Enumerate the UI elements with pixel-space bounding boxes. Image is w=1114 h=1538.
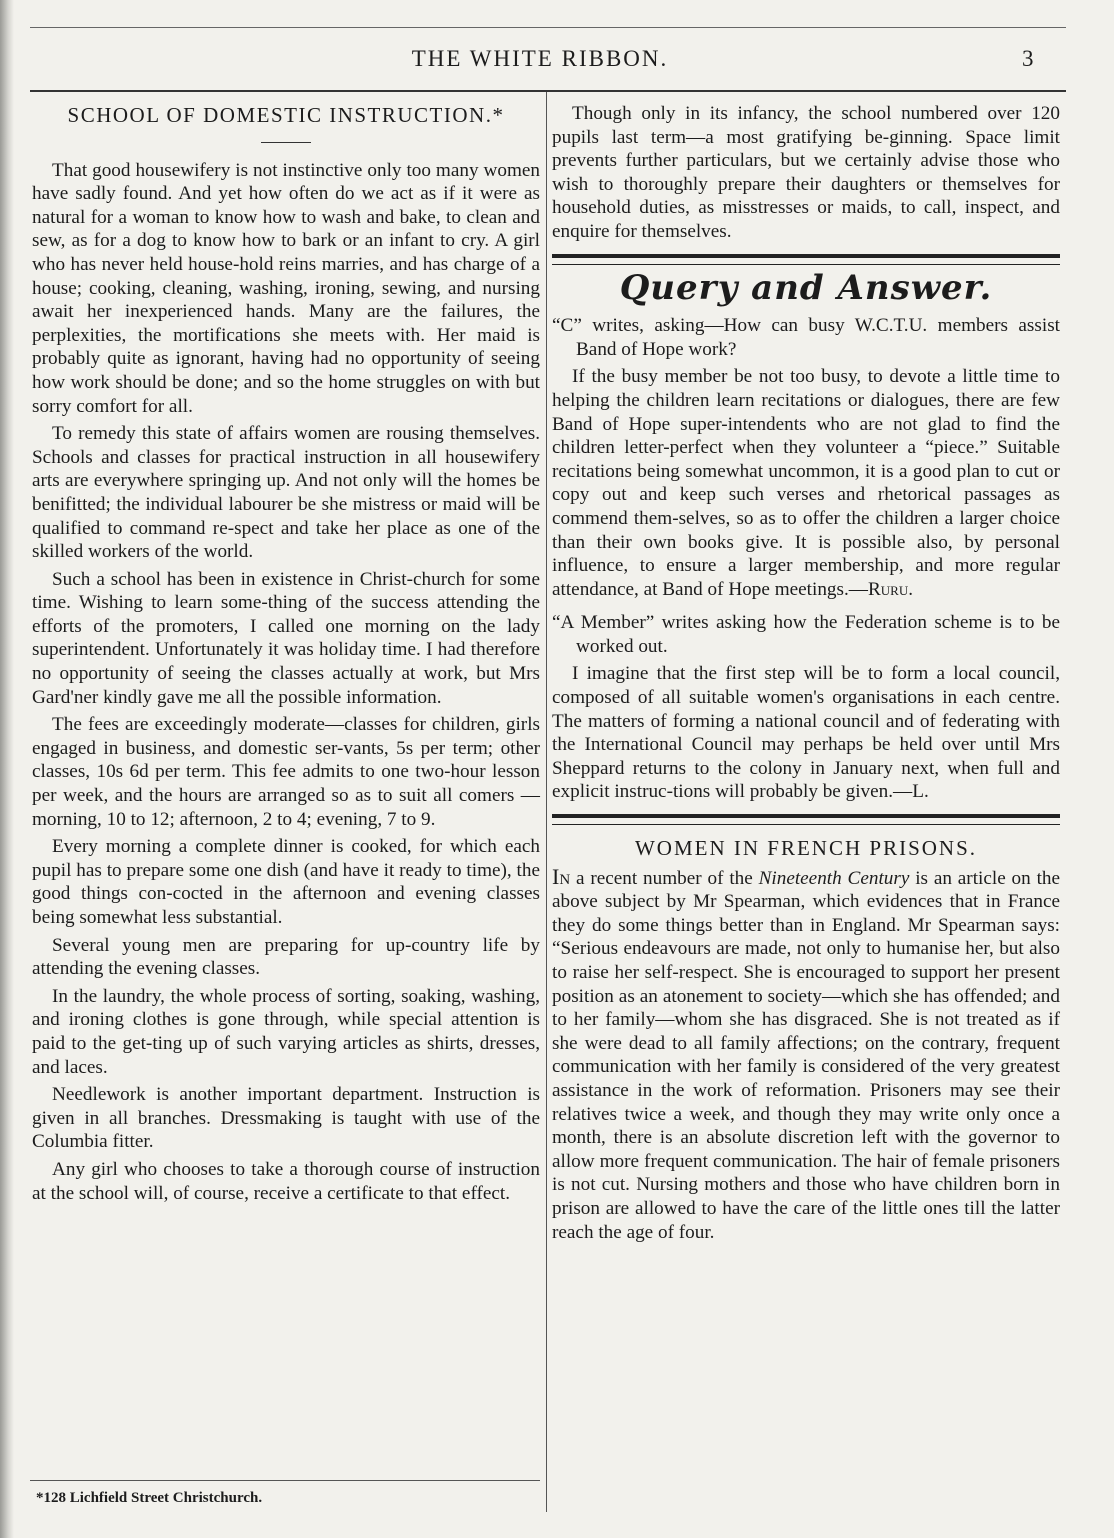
left-column (32, 96, 540, 1205)
footnote: *128 Lichfield Street Christchurch. (36, 1490, 263, 1506)
section-divider (552, 254, 1060, 265)
paragraph: Any girl who chooses to take a thorough course of instruction at the school will, of course, receive a certificate to that effect. (32, 1158, 540, 1204)
title-rule (261, 142, 311, 143)
answer (552, 365, 1060, 601)
answer-text: If the busy member be not too busy, to devote a little time to helping the children learn recitations or dialogues, there are few Band of Hope super-intendents who are not glad to find the children letter-perfect when they volunteer a “piece.” Suitable recitations being somewhat uncommon, it is a good plan to cut or copy out and keep such verses and rhetorical passages as commend them-selves, so as to offer the children a larger choice than their own books give. It is possible also, by personal influence, to ensure a larger membership, and more regular attendance, at Band of Hope meetings.— (552, 366, 1060, 600)
paragraph: To remedy this state of affairs women are rousing themselves. Schools and classes for practical instruction in all housewifery arts are everywhere springing up. And not only will the homes be benifitted; the individual labourer be she mistress or maid will be qualified to command re-spect and take her place as one of the skilled workers of the world. (32, 423, 540, 563)
answer-signature: Ruru. (867, 578, 914, 600)
paragraph: Needlework is another important department. Instruction is given in all branches. Dressmaking is taught with use of the Columbia fitter. (32, 1084, 540, 1153)
paragraph: In the laundry, the whole process of sorting, soaking, washing, and ironing clothes is gone through, while special attention is paid to the get-ting up of such varying articles as shirts, dresses, and laces. (32, 985, 540, 1078)
paragraph: The fees are exceedingly moderate—classes for children, girls engaged in business, and domestic ser-vants, 5s per term; other classes, 10s 6d per term. This fee admits to one two-hour lesson per week, and the hours are arranged so as to suit all comers —morning, 10 to 12; afternoon, 2 to 4; evening, 7 to 9. (32, 714, 540, 830)
binding-shadow (0, 0, 14, 1538)
right-column (552, 96, 1060, 1244)
article-title-domestic-instruction: SCHOOL OF DOMESTIC INSTRUCTION.* (67, 103, 505, 127)
paragraph (552, 865, 1060, 1245)
paragraph: Every morning a complete dinner is cooked, for which each pupil has to prepare some one dish (and have it ready to time), the good things con-cocted in the afternoon and evening classes being somewhat less substantial. (32, 836, 540, 928)
section-divider (552, 814, 1060, 825)
query-text: “A Member” writes asking how the Federation scheme is to be worked out. (552, 612, 1060, 657)
footnote-rule (30, 1480, 540, 1481)
journal-title: Nineteenth Century (758, 867, 910, 889)
header-rule (30, 90, 1066, 92)
paragraph: Though only in its infancy, the school numbered over 120 pupils last term—a most gratifying be-ginning. Space limit prevents further particulars, but we certainly advise those who wish to thoroughly prepare their daughters or themselves for household duties, as misstresses or maids, to call, inspect, and enquire for themselves. (552, 103, 1060, 242)
paragraph: That good housewifery is not instinctive only too many women have sadly found. And yet how often do we act as if it were as natural for a woman to know how to wash and bake, to clean and sew, as for a dog to know how to bark or an infant to cry. A girl who has never held house-hold reins marries, and has charge of a house; cooking, cleaning, washing, ironing, sewing, and nursing await her inexperienced hands. Many are the failures, the perplexities, the mortifications she meets with. Her maid is probably quite as ignorant, having had no opportunity of seeing how work should be done; and so the home struggles on with but sorry comfort for all. (32, 159, 540, 417)
page-number: 3 (1022, 46, 1034, 71)
column-rule (546, 92, 547, 1512)
query (552, 611, 1060, 658)
section-title-query-and-answer: Query and Answer. (619, 267, 993, 308)
answer: I imagine that the first step will be to form a local council, composed of all suitable women's organisations in each centre. The matters of forming a national council and of federating with the International Council may perhaps be held over until Mrs Sheppard returns to the colony in January next, when full and explicit instruc-tions will probably be given.—L. (552, 663, 1060, 803)
running-head: THE WHITE RIBBON. (411, 46, 669, 71)
drop-cap: In (552, 863, 571, 889)
top-rule (30, 27, 1066, 28)
text-run: a recent number of the (570, 867, 759, 889)
query-text: “C” writes, asking—How can busy W.C.T.U. members assist Band of Hope work? (552, 315, 1060, 360)
query (552, 314, 1060, 361)
text-run: is an article on the above subject by Mr Spearman, which evidences that in France they do some things better than in England. Mr Spearman says: “Serious endeavours are made, not only to humanise her, but also to raise her self-respect. She is encouraged to support her present position as an atonement to society—which she has offended; and to her family—whom she has disgraced. She is not treated as if she were dead to all family affections; on the contrary, frequent communication with her family is considered of the very greatest assistance in the work of reformation. Prisoners may see their relatives twice a week, and though they may write only once a month, there is an absolute discretion left with the governor to allow more frequent communication. The hair of female prisoners is not cut. Nursing mothers and those who have children born in prison are allowed to have the care of the little ones till the latter reach the age of four. (552, 867, 1061, 1243)
paragraph: Several young men are preparing for up-country life by attending the evening classes. (32, 934, 540, 980)
paragraph: Such a school has been in existence in Christ-church for some time. Wishing to learn some-thing of the success attending the efforts of the promoters, I called one morning on the lady superintendent. Unfortunately it was holiday time. I had therefore no opportunity of seeing the classes actually at work, but Mrs Gard'ner kindly gave me all the possible information. (32, 568, 540, 708)
article-title-women-french-prisons: WOMEN IN FRENCH PRISONS. (634, 836, 978, 861)
